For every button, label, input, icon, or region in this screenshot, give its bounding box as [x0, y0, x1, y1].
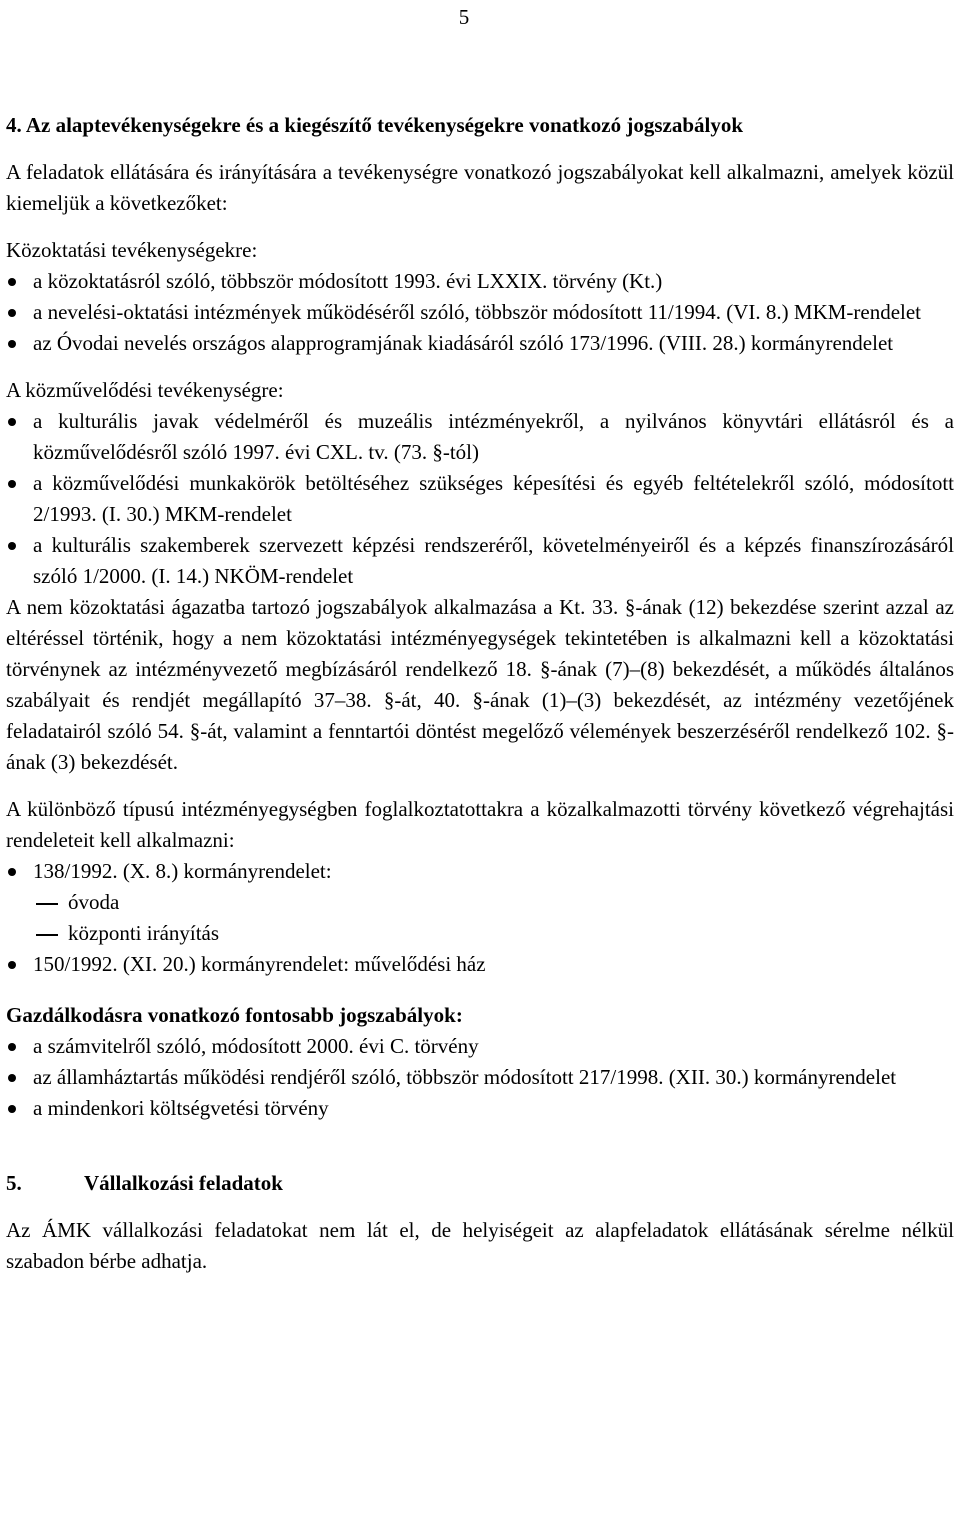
para-kozalkalmazotti: A különböző típusú intézményegységben foglalkoztatottakra a közalkalmazotti törvény következő végrehajtási rendeleteit kell alkalmazni: [6, 797, 954, 852]
section-5-number: 5. [6, 1171, 22, 1195]
section-5-title-text: Vállalkozási feladatok [84, 1171, 283, 1195]
sub-list [6, 887, 954, 949]
list-item: a közoktatásról szóló, többször módosított 1993. évi LXXIX. törvény (Kt.) [6, 266, 954, 297]
para-nem-kozoktatasi: A nem közoktatási ágazatba tartozó jogszabályok alkalmazása a Kt. 33. §-ának (12) bekezdése szerint azzal az eltéréssel történik, hogy a nem közoktatási intézményegységek tekintetében is alkalmazni kell a közoktatási törvénynek az intézményvezető megbízásáról rendelkező 18. §-ának (7)–(8) bekezdését, a működés általános szabályait és rendjét megállapító 37–38. §-át, 40. §-ának (1)–(3) bekezdését, az intézmény vezetőjének feladatairól szóló 54. §-át, valamint a fenntartói döntést megelőző vélemények beszerzéséről rendelkező 102. §-ának (3) bekezdését. [6, 595, 954, 774]
gazdalkodas-list [6, 1031, 954, 1124]
section-4-title: 4. Az alaptevékenységekre és a kiegészítő tevékenységekre vonatkozó jogszabályok [6, 113, 744, 137]
list-item: 138/1992. (X. 8.) kormányrendelet: [6, 856, 954, 887]
list-item: a kulturális szakemberek szervezett képzési rendszeréről, követelményeiről és a képzés finanszírozásáról szóló 1/2000. (I. 14.) NKÖM-rendelet [6, 530, 954, 592]
rendelet-list [6, 856, 954, 887]
kozmuvelodes-heading: A közművelődési tevékenységre: [6, 378, 284, 402]
kozmuvelodes-list [6, 406, 954, 592]
list-item: az államháztartás működési rendjéről szóló, többször módosított 217/1998. (XII. 30.) kormányrendelet [6, 1062, 954, 1093]
sub-list-item: óvoda [6, 887, 954, 918]
kozoktatas-heading: Közoktatási tevékenységekre: [6, 238, 258, 262]
list-item: 150/1992. (XI. 20.) kormányrendelet: művelődési ház [6, 949, 954, 980]
section-5-title [6, 1168, 954, 1199]
sub-list-item: központi irányítás [6, 918, 954, 949]
list-item: a mindenkori költségvetési törvény [6, 1093, 954, 1124]
rendelet-list-2 [6, 949, 954, 980]
list-item: a számvitelről szóló, módosított 2000. évi C. törvény [6, 1031, 954, 1062]
list-item: a nevelési-oktatási intézmények működéséről szóló, többször módosított 11/1994. (VI. 8.) MKM-rendelet [6, 297, 954, 328]
gazdalkodas-heading: Gazdálkodásra vonatkozó fontosabb jogszabályok: [6, 1003, 463, 1027]
list-item: az Óvodai nevelés országos alapprogramjának kiadásáról szóló 173/1996. (VIII. 28.) kormányrendelet [6, 328, 954, 359]
page-number: 5 [458, 5, 470, 29]
section-4-intro: A feladatok ellátására és irányítására a tevékenységre vonatkozó jogszabályokat kell alkalmazni, amelyek közül kiemeljük a következőket: [6, 160, 954, 215]
section-5-text: Az ÁMK vállalkozási feladatokat nem lát el, de helyiségeit az alapfeladatok ellátásának sérelme nélkül szabadon bérbe adhatja. [6, 1218, 954, 1273]
list-item: a kulturális javak védelméről és muzeális intézményekről, a nyilvános könyvtári ellátásról és a közművelődésről szóló 1997. évi CXL. tv. (73. §-tól) [6, 406, 954, 468]
page-content [6, 110, 954, 1277]
list-item: a közművelődési munkakörök betöltéséhez szükséges képesítési és egyéb feltételekről szóló, módosított 2/1993. (I. 30.) MKM-rendelet [6, 468, 954, 530]
kozoktatas-list [6, 266, 954, 359]
